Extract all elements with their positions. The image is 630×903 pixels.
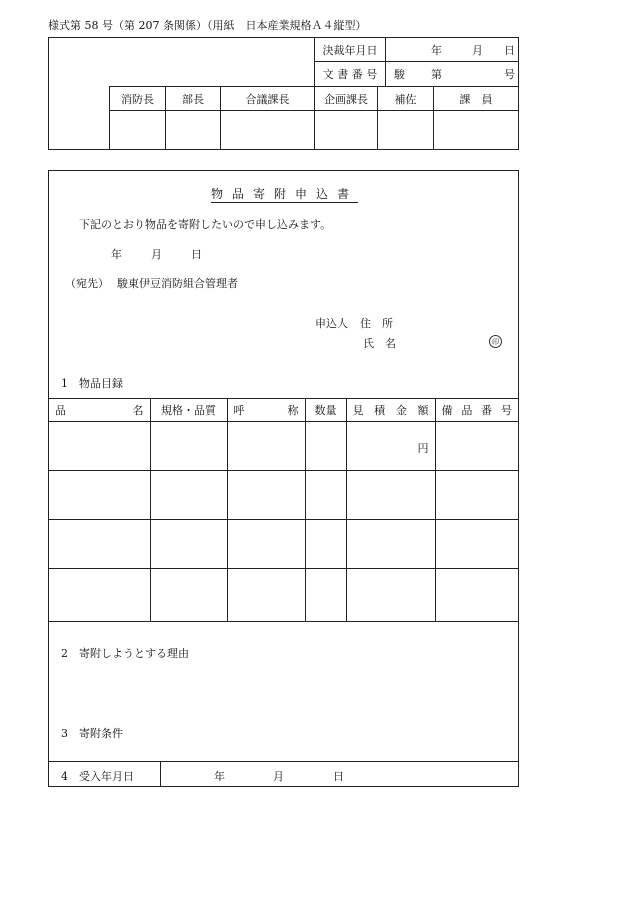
table-row [49, 471, 518, 520]
role-council-section-chief: 合議課長 [220, 86, 315, 111]
received-date-row[interactable] [49, 761, 518, 787]
section-2-label: 2 寄附しようとする理由 [61, 647, 189, 660]
decision-month: 月 [472, 43, 483, 57]
cell-designation[interactable] [227, 569, 305, 622]
form-title: 物品寄附申込書 [210, 187, 358, 201]
name-label: 氏 名 [363, 337, 396, 350]
cell-item-name[interactable] [49, 471, 150, 520]
stamp-staff[interactable] [433, 110, 519, 150]
stamp-fire-chief[interactable] [109, 110, 166, 150]
role-planning-section-chief: 企画課長 [314, 86, 378, 111]
items-table [49, 398, 518, 622]
role-department-head: 部長 [165, 86, 221, 111]
document-number-label: 文 書 番 号 [314, 61, 386, 87]
donation-application-form [48, 170, 519, 787]
cell-estimated-amount[interactable] [346, 422, 435, 471]
col-spec-quality: 規格・品質 [150, 399, 227, 422]
received-divider [160, 762, 161, 787]
cell-quantity[interactable] [305, 422, 346, 471]
doc-go: 号 [504, 68, 515, 81]
col-quantity: 数量 [305, 399, 346, 422]
cell-equipment-number[interactable] [435, 569, 518, 622]
role-assistant: 補佐 [377, 86, 434, 111]
items-header-row [49, 399, 518, 422]
cell-item-name[interactable] [49, 520, 150, 569]
cell-item-name[interactable] [49, 569, 150, 622]
document-number-field[interactable] [385, 61, 519, 87]
role-fire-chief: 消防長 [109, 86, 166, 111]
col-equipment-number: 備 品 番 号 [435, 399, 518, 422]
stamp-department-head[interactable] [165, 110, 221, 150]
section-4-label: 4 受入年月日 [61, 770, 134, 783]
role-staff: 課 員 [433, 86, 519, 111]
cell-estimated-amount[interactable] [346, 471, 435, 520]
col-estimated-amount: 見 積 金 額 [346, 399, 435, 422]
stamp-planning-section-chief[interactable] [314, 110, 378, 150]
cell-designation[interactable] [227, 520, 305, 569]
cell-designation[interactable] [227, 422, 305, 471]
cell-spec[interactable] [150, 569, 227, 622]
cell-equipment-number[interactable] [435, 422, 518, 471]
cell-designation[interactable] [227, 471, 305, 520]
doc-prefix: 駿 [394, 68, 405, 81]
decision-day: 日 [504, 43, 515, 57]
application-year: 年 [111, 248, 122, 261]
cell-quantity[interactable] [305, 520, 346, 569]
col-designation: 呼 称 [227, 399, 305, 422]
doc-dai: 第 [431, 68, 442, 81]
cell-spec[interactable] [150, 520, 227, 569]
intro-text: 下記のとおり物品を寄附したいので申し込みます。 [79, 218, 332, 231]
addressee-name: 駿東伊豆消防組合管理者 [117, 277, 238, 290]
received-day: 日 [333, 770, 344, 783]
cell-item-name[interactable] [49, 422, 150, 471]
application-month: 月 [151, 248, 162, 261]
decision-date-label: 決裁年月日 [314, 37, 386, 62]
approval-block [48, 37, 519, 150]
application-day: 日 [191, 248, 202, 261]
cell-spec[interactable] [150, 422, 227, 471]
table-row [49, 520, 518, 569]
seal-icon: 印 [489, 335, 502, 348]
stamp-council-section-chief[interactable] [220, 110, 315, 150]
cell-estimated-amount[interactable] [346, 569, 435, 622]
stamp-assistant[interactable] [377, 110, 434, 150]
applicant-name-row[interactable] [363, 335, 396, 351]
section-1-label: 1 物品目録 [61, 377, 123, 390]
received-month: 月 [273, 770, 284, 783]
application-date[interactable] [111, 246, 202, 262]
address-label: 住 所 [360, 317, 393, 330]
decision-date-field[interactable] [385, 37, 519, 62]
addressee [65, 275, 238, 291]
table-row [49, 422, 518, 471]
cell-quantity[interactable] [305, 569, 346, 622]
col-item-name: 品 名 [49, 399, 150, 422]
received-year: 年 [214, 770, 225, 783]
cell-quantity[interactable] [305, 471, 346, 520]
addressee-prefix: （宛先） [65, 277, 109, 290]
decision-year: 年 [431, 43, 442, 57]
cell-equipment-number[interactable] [435, 520, 518, 569]
applicant-address-row[interactable] [315, 315, 393, 331]
applicant-label: 申込人 [315, 317, 348, 330]
form-number-header: 様式第 58 号（第 207 条関係）（用紙 日本産業規格Ａ４縦型） [48, 19, 367, 32]
cell-equipment-number[interactable] [435, 471, 518, 520]
section-3-label: 3 寄附条件 [61, 727, 123, 740]
cell-spec[interactable] [150, 471, 227, 520]
cell-estimated-amount[interactable] [346, 520, 435, 569]
yen-unit: 円 [417, 442, 429, 455]
table-row [49, 569, 518, 622]
